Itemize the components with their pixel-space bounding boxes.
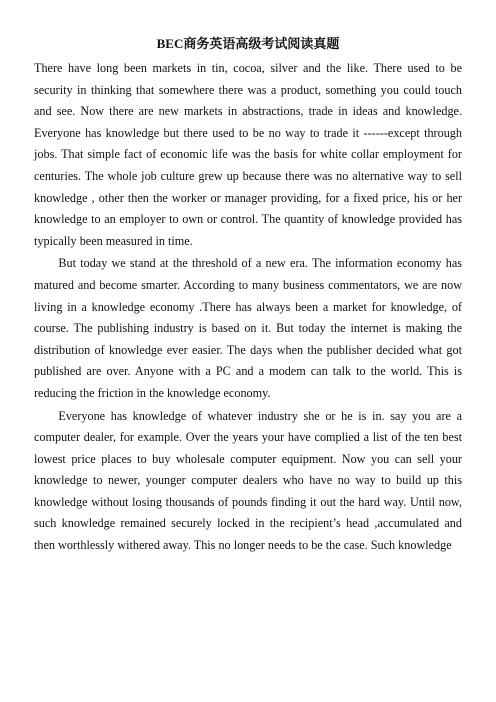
paragraph-3: Everyone has knowledge of whatever industry she or he is in. say you are a computer dealer, for example. Over the years your have complied a list of the ten best lowest price places to buy wholesale computer equipment. Now you can sell your knowledge to newer, younger computer dealers who have no way to build up this knowledge without losing thousands of pounds finding it out the hard way. Until now, such knowledge remained securely locked in the recipient’s head ,accumulated and then worthlessly withered away. This no longer needs to be the case. Such knowledge — [34, 408, 462, 553]
paragraph-1: There have long been markets in tin, cocoa, silver and the like. There used to be security in thinking that somewhere there was a product, something you could touch and see. Now there are new markets in abstractions, trade in ideas and knowledge. Everyone has knowledge but there used to be no way to trade it ------except through jobs. That simple fact of economic life was the basis for white collar employment for centuries. The whole job culture grew up because there was no alternative way to sell knowledge , other then the worker or manager providing, for a fixed price, his or her knowledge to an employer to own or control. The quantity of knowledge provided has typically been measured in time. — [34, 61, 462, 248]
paragraph-2: But today we stand at the threshold of a new era. The information economy has matured and become smarter. According to many business commentators, we are now living in a knowledge economy .There has always been a market for knowledge, of course. The publishing industry is based on it. But today the internet is making the distribution of knowledge ever easier. The days when the publisher decided what got published are over. Anyone with a PC and a modem can talk to the world. This is reducing the friction in the knowledge economy. — [34, 256, 462, 400]
document-title: BEC商务英语高级考试阅读真题 — [156, 36, 340, 51]
